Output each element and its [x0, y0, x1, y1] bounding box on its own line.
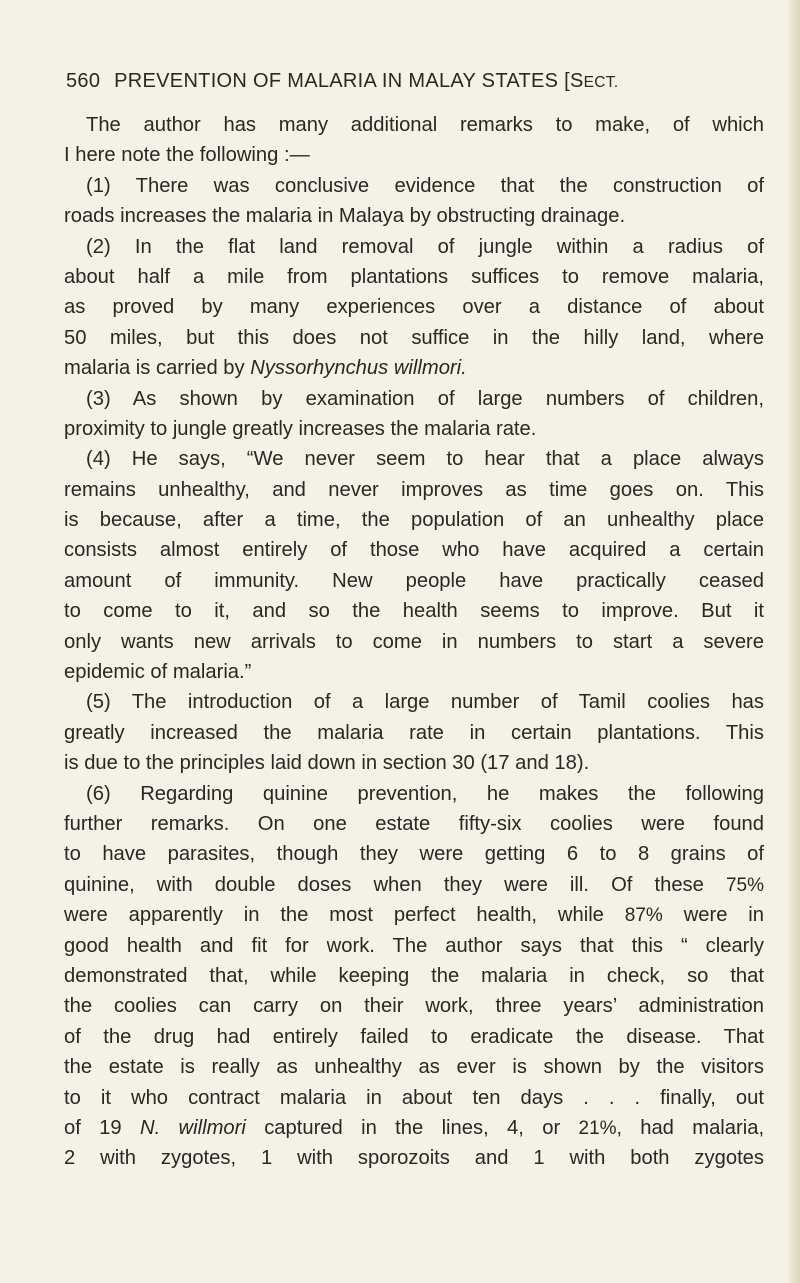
text-run: malaria is carried by [64, 357, 245, 380]
text-line: proximity to jungle greatly increases the malaria rate. [64, 417, 537, 440]
text-line: 2 with zygotes, 1 with sporozoits and 1 with both zygotes [64, 1147, 764, 1170]
text-line: further remarks. On one estate fifty-six coolies were found [64, 812, 764, 835]
page-number: 560 [66, 70, 101, 92]
section-cap: S [570, 70, 584, 92]
text-line: 50 miles, but this does not suffice in the hilly land, where [64, 326, 764, 349]
text-line: (1) There was conclusive evidence that the construction of [86, 174, 764, 197]
section-label [564, 70, 618, 92]
text-line: (3) As shown by examination of large numbers of children, [86, 387, 764, 410]
text-line [64, 900, 764, 930]
section-smallcaps: ECT. [583, 74, 619, 91]
text-line [64, 1113, 764, 1143]
text-line: roads increases the malaria in Malaya by obstructing drainage. [64, 205, 626, 228]
running-title: PREVENTION OF MALARIA IN MALAY STATES [114, 70, 559, 92]
text-line: amount of immunity. New people have practically ceased [64, 569, 764, 592]
text-line: (4) He says, “We never seem to hear that a place always [86, 448, 764, 471]
text-line: the estate is really as unhealthy as ever is shown by the visitors [64, 1056, 764, 1079]
species-name: Nyssorhynchus willmori. [250, 357, 467, 380]
section-bracket: [ [564, 70, 571, 92]
text-line: epidemic of malaria.” [64, 661, 252, 684]
text-line: of the drug had entirely failed to eradicate the disease. That [64, 1025, 764, 1048]
text-run: of 19 [64, 1116, 122, 1139]
text-line: good health and fit for work. The author says that this “ clearly [64, 934, 764, 957]
text-line: to have parasites, though they were getting 6 to 8 grains of [64, 843, 764, 866]
text-line: about half a mile from plantations suffices to remove malaria, [64, 265, 764, 288]
text-run: were in [683, 904, 765, 927]
page-edge-shadow [786, 0, 800, 1283]
text-run: quinine, with double doses when they were ill. Of these [64, 873, 704, 896]
percentage: 87% [624, 905, 663, 927]
text-line: greatly increased the malaria rate in certain plantations. This [64, 721, 764, 744]
text-run: had malaria, [640, 1116, 765, 1139]
species-name: N. willmori [140, 1116, 246, 1139]
text-line: to come to it, and so the health seems to improve. But it [64, 600, 764, 623]
text-line: (5) The introduction of a large number of Tamil coolies has [86, 691, 764, 714]
text-line: The author has many additional remarks to make, of which [86, 114, 764, 136]
text-line: the coolies can carry on their work, three years’ administration [64, 995, 764, 1018]
text-line: remains unhealthy, and never improves as time goes on. This [64, 478, 764, 501]
text-line: demonstrated that, while keeping the malaria in check, so that [64, 964, 764, 987]
text-line [64, 870, 764, 900]
text-run: were apparently in the most perfect health, while [64, 904, 604, 927]
percentage: 21%, [578, 1117, 622, 1139]
text-line: to it who contract malaria in about ten days . . . finally, out [64, 1086, 764, 1109]
text-line: I here note the following :— [64, 144, 310, 167]
text-run: captured in the lines, 4, or [264, 1116, 561, 1139]
body-text [64, 110, 764, 1174]
text-line: consists almost entirely of those who have acquired a certain [64, 539, 764, 562]
running-header [66, 70, 766, 104]
percentage: 75% [725, 874, 764, 896]
text-line [64, 353, 764, 383]
text-line: is due to the principles laid down in section 30 (17 and 18). [64, 752, 590, 775]
text-line: only wants new arrivals to come in numbers to start a severe [64, 630, 764, 653]
text-line: as proved by many experiences over a distance of about [64, 296, 764, 319]
text-line: (2) In the flat land removal of jungle within a radius of [86, 235, 764, 258]
text-line: (6) Regarding quinine prevention, he makes the following [86, 782, 764, 805]
text-line: is because, after a time, the population of an unhealthy place [64, 509, 764, 532]
